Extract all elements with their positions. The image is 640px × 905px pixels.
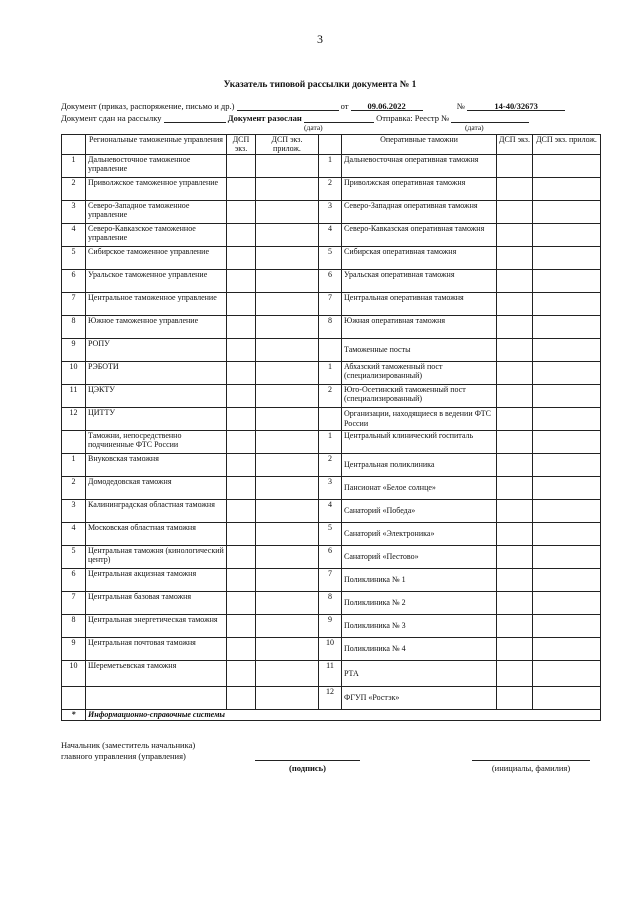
table-row bbox=[62, 614, 601, 637]
table-row bbox=[62, 522, 601, 545]
left-dsp-attach bbox=[256, 637, 319, 660]
left-dsp-attach bbox=[256, 407, 319, 430]
note-text: Информационно-справочные системы bbox=[86, 709, 601, 720]
right-number: 12 bbox=[319, 686, 342, 709]
left-number: 10 bbox=[62, 361, 86, 384]
right-name: Центральная оперативная таможня bbox=[342, 292, 497, 315]
signature-position-line-2: главного управления (управления) bbox=[61, 751, 186, 761]
name-caption: (инициалы, фамилия) bbox=[491, 763, 571, 773]
right-name: Северо-Западная оперативная таможня bbox=[342, 200, 497, 223]
right-name: Таможенные посты bbox=[342, 338, 497, 361]
left-name: ЦЭКТУ bbox=[86, 384, 227, 407]
right-dsp-attach bbox=[533, 545, 601, 568]
right-dsp-copies bbox=[497, 177, 533, 200]
table-row bbox=[62, 200, 601, 223]
right-name: Дальневосточная оперативная таможня bbox=[342, 154, 497, 177]
left-dsp-attach bbox=[256, 200, 319, 223]
left-name: Центральная энергетическая таможня bbox=[86, 614, 227, 637]
left-dsp-attach bbox=[256, 177, 319, 200]
left-name bbox=[86, 686, 227, 709]
left-dsp-copies bbox=[227, 223, 256, 246]
table-row bbox=[62, 246, 601, 269]
right-dsp-attach bbox=[533, 430, 601, 453]
right-number: 8 bbox=[319, 315, 342, 338]
left-number: 7 bbox=[62, 292, 86, 315]
header-operational: Оперативные таможни bbox=[342, 135, 497, 155]
left-dsp-copies bbox=[227, 453, 256, 476]
left-number: 3 bbox=[62, 499, 86, 522]
left-number: 2 bbox=[62, 177, 86, 200]
left-number: 9 bbox=[62, 637, 86, 660]
left-dsp-attach bbox=[256, 453, 319, 476]
left-name: Московская областная таможня bbox=[86, 522, 227, 545]
right-dsp-attach bbox=[533, 522, 601, 545]
right-dsp-attach bbox=[533, 338, 601, 361]
right-dsp-attach bbox=[533, 637, 601, 660]
right-number: 6 bbox=[319, 269, 342, 292]
right-number: 7 bbox=[319, 292, 342, 315]
right-name: Организации, находящиеся в ведении ФТС России bbox=[342, 407, 497, 430]
left-dsp-attach bbox=[256, 223, 319, 246]
right-number: 4 bbox=[319, 223, 342, 246]
right-name: Пансионат «Белое солнце» bbox=[342, 476, 497, 499]
left-dsp-copies bbox=[227, 292, 256, 315]
right-dsp-attach bbox=[533, 292, 601, 315]
right-dsp-copies bbox=[497, 361, 533, 384]
right-name: РТА bbox=[342, 660, 497, 686]
left-dsp-attach bbox=[256, 568, 319, 591]
left-number: 4 bbox=[62, 522, 86, 545]
left-name: Сибирское таможенное управление bbox=[86, 246, 227, 269]
right-number: 2 bbox=[319, 384, 342, 407]
distributed-underline bbox=[304, 113, 374, 123]
left-dsp-attach bbox=[256, 545, 319, 568]
date-caption-2: (дата) bbox=[465, 123, 484, 132]
left-number: 9 bbox=[62, 338, 86, 361]
date-caption-1: (дата) bbox=[304, 123, 323, 132]
left-number: 8 bbox=[62, 315, 86, 338]
right-number: 7 bbox=[319, 568, 342, 591]
doc-number: 14-40/32673 bbox=[467, 101, 565, 111]
doc-date: 09.06.2022 bbox=[351, 101, 423, 111]
table-row bbox=[62, 292, 601, 315]
right-dsp-copies bbox=[497, 660, 533, 686]
left-dsp-attach bbox=[256, 660, 319, 686]
left-name: РОПУ bbox=[86, 338, 227, 361]
right-dsp-attach bbox=[533, 315, 601, 338]
left-dsp-copies bbox=[227, 660, 256, 686]
right-number: 5 bbox=[319, 246, 342, 269]
left-number: 5 bbox=[62, 545, 86, 568]
right-number bbox=[319, 407, 342, 430]
table-row bbox=[62, 686, 601, 709]
left-dsp-copies bbox=[227, 407, 256, 430]
left-name: Таможни, непосредственно подчиненные ФТС России bbox=[86, 430, 227, 453]
name-line bbox=[472, 760, 590, 761]
left-dsp-attach bbox=[256, 499, 319, 522]
right-dsp-copies bbox=[497, 476, 533, 499]
right-dsp-attach bbox=[533, 568, 601, 591]
left-dsp-attach bbox=[256, 614, 319, 637]
right-name: Центральный клинический госпиталь bbox=[342, 430, 497, 453]
from-label: от bbox=[340, 101, 349, 111]
left-name: Домодедовская таможня bbox=[86, 476, 227, 499]
right-dsp-attach bbox=[533, 246, 601, 269]
right-number: 3 bbox=[319, 200, 342, 223]
left-dsp-copies bbox=[227, 499, 256, 522]
left-name: ЦИТТУ bbox=[86, 407, 227, 430]
left-name: Центральная базовая таможня bbox=[86, 591, 227, 614]
left-name: Калининградская областная таможня bbox=[86, 499, 227, 522]
sent-label: Документ сдан на рассылку bbox=[61, 113, 162, 123]
right-dsp-copies bbox=[497, 384, 533, 407]
table-row bbox=[62, 384, 601, 407]
left-dsp-attach bbox=[256, 591, 319, 614]
header-dsp-copies: ДСП экз. bbox=[227, 135, 256, 155]
table-row bbox=[62, 177, 601, 200]
right-name: Абхазский таможенный пост (специализированный) bbox=[342, 361, 497, 384]
left-number: 1 bbox=[62, 453, 86, 476]
left-number: 5 bbox=[62, 246, 86, 269]
left-dsp-copies bbox=[227, 177, 256, 200]
right-dsp-copies bbox=[497, 591, 533, 614]
left-dsp-copies bbox=[227, 154, 256, 177]
page-number: 3 bbox=[317, 32, 323, 46]
right-name: Санаторий «Электроника» bbox=[342, 522, 497, 545]
header-dsp-attach-2: ДСП экз. прилож. bbox=[533, 135, 601, 155]
right-name: Санаторий «Пестово» bbox=[342, 545, 497, 568]
right-dsp-copies bbox=[497, 223, 533, 246]
left-name: Северо-Западное таможенное управление bbox=[86, 200, 227, 223]
right-dsp-attach bbox=[533, 453, 601, 476]
left-number: 7 bbox=[62, 591, 86, 614]
table-row bbox=[62, 154, 601, 177]
header-num-right bbox=[319, 135, 342, 155]
left-dsp-copies bbox=[227, 522, 256, 545]
right-name: Приволжская оперативная таможня bbox=[342, 177, 497, 200]
right-number: 4 bbox=[319, 499, 342, 522]
left-number: 1 bbox=[62, 154, 86, 177]
table-row bbox=[62, 269, 601, 292]
left-dsp-attach bbox=[256, 269, 319, 292]
right-number: 5 bbox=[319, 522, 342, 545]
left-name: Центральная почтовая таможня bbox=[86, 637, 227, 660]
right-dsp-copies bbox=[497, 453, 533, 476]
right-dsp-copies bbox=[497, 315, 533, 338]
right-number: 10 bbox=[319, 637, 342, 660]
left-dsp-copies bbox=[227, 614, 256, 637]
right-dsp-copies bbox=[497, 269, 533, 292]
right-dsp-attach bbox=[533, 361, 601, 384]
right-name: Санаторий «Победа» bbox=[342, 499, 497, 522]
left-number: 12 bbox=[62, 407, 86, 430]
table-row bbox=[62, 430, 601, 453]
meta-line-2 bbox=[61, 113, 529, 123]
note-mark: * bbox=[62, 709, 86, 720]
right-dsp-copies bbox=[497, 686, 533, 709]
left-name: Центральная таможня (кинологический центр) bbox=[86, 545, 227, 568]
left-dsp-copies bbox=[227, 338, 256, 361]
right-dsp-attach bbox=[533, 269, 601, 292]
document-title: Указатель типовой рассылки документа № 1 bbox=[223, 80, 417, 90]
right-name: ФГУП «Ростэк» bbox=[342, 686, 497, 709]
left-number: 6 bbox=[62, 269, 86, 292]
right-number: 3 bbox=[319, 476, 342, 499]
right-dsp-copies bbox=[497, 246, 533, 269]
right-dsp-attach bbox=[533, 200, 601, 223]
signature-caption: (подпись) bbox=[289, 763, 326, 773]
right-number: 1 bbox=[319, 430, 342, 453]
right-number bbox=[319, 338, 342, 361]
right-dsp-copies bbox=[497, 200, 533, 223]
right-name: Северо-Кавказская оперативная таможня bbox=[342, 223, 497, 246]
table-row bbox=[62, 568, 601, 591]
left-number: 8 bbox=[62, 614, 86, 637]
left-name: Северо-Кавказское таможенное управление bbox=[86, 223, 227, 246]
left-dsp-copies bbox=[227, 200, 256, 223]
left-dsp-attach bbox=[256, 154, 319, 177]
left-name: Приволжское таможенное управление bbox=[86, 177, 227, 200]
right-dsp-copies bbox=[497, 338, 533, 361]
right-dsp-attach bbox=[533, 499, 601, 522]
left-dsp-attach bbox=[256, 361, 319, 384]
right-dsp-attach bbox=[533, 686, 601, 709]
table-row bbox=[62, 453, 601, 476]
right-name: Поликлиника № 2 bbox=[342, 591, 497, 614]
right-dsp-copies bbox=[497, 545, 533, 568]
right-dsp-copies bbox=[497, 499, 533, 522]
left-name: Шереметьевская таможня bbox=[86, 660, 227, 686]
header-dsp-copies-2: ДСП экз. bbox=[497, 135, 533, 155]
left-dsp-attach bbox=[256, 522, 319, 545]
right-dsp-attach bbox=[533, 614, 601, 637]
left-dsp-attach bbox=[256, 430, 319, 453]
left-dsp-copies bbox=[227, 361, 256, 384]
distributed-label: Документ разослан bbox=[227, 113, 302, 123]
left-number: 4 bbox=[62, 223, 86, 246]
table-row bbox=[62, 223, 601, 246]
right-number: 1 bbox=[319, 154, 342, 177]
right-dsp-copies bbox=[497, 637, 533, 660]
right-dsp-attach bbox=[533, 177, 601, 200]
right-name: Поликлиника № 4 bbox=[342, 637, 497, 660]
left-name: Центральная акцизная таможня bbox=[86, 568, 227, 591]
right-dsp-copies bbox=[497, 430, 533, 453]
right-dsp-copies bbox=[497, 292, 533, 315]
left-dsp-copies bbox=[227, 315, 256, 338]
left-dsp-attach bbox=[256, 315, 319, 338]
left-number: 10 bbox=[62, 660, 86, 686]
left-name: Внуковская таможня bbox=[86, 453, 227, 476]
left-dsp-copies bbox=[227, 384, 256, 407]
right-number: 11 bbox=[319, 660, 342, 686]
signature-position-line-1: Начальник (заместитель начальника) bbox=[61, 740, 196, 750]
distribution-table bbox=[61, 134, 601, 721]
left-dsp-attach bbox=[256, 338, 319, 361]
left-dsp-attach bbox=[256, 686, 319, 709]
right-number: 6 bbox=[319, 545, 342, 568]
left-dsp-attach bbox=[256, 384, 319, 407]
left-dsp-copies bbox=[227, 430, 256, 453]
left-dsp-copies bbox=[227, 545, 256, 568]
right-dsp-attach bbox=[533, 223, 601, 246]
left-name: Дальневосточное таможенное управление bbox=[86, 154, 227, 177]
table-row bbox=[62, 361, 601, 384]
left-number: 6 bbox=[62, 568, 86, 591]
left-dsp-copies bbox=[227, 476, 256, 499]
left-dsp-copies bbox=[227, 686, 256, 709]
left-number bbox=[62, 686, 86, 709]
table-row bbox=[62, 591, 601, 614]
left-name: Уральское таможенное управление bbox=[86, 269, 227, 292]
table-header-row bbox=[62, 135, 601, 155]
left-number: 3 bbox=[62, 200, 86, 223]
left-dsp-copies bbox=[227, 591, 256, 614]
left-dsp-attach bbox=[256, 292, 319, 315]
number-label: № bbox=[456, 101, 466, 111]
right-name: Центральная поликлиника bbox=[342, 453, 497, 476]
left-number bbox=[62, 430, 86, 453]
right-name: Поликлиника № 3 bbox=[342, 614, 497, 637]
right-name: Поликлиника № 1 bbox=[342, 568, 497, 591]
left-dsp-attach bbox=[256, 476, 319, 499]
left-name: РЭБОТИ bbox=[86, 361, 227, 384]
shipment-label: Отправка: Реестр № bbox=[376, 113, 450, 123]
left-number: 2 bbox=[62, 476, 86, 499]
left-name: Южное таможенное управление bbox=[86, 315, 227, 338]
left-dsp-copies bbox=[227, 568, 256, 591]
right-number: 2 bbox=[319, 453, 342, 476]
right-dsp-copies bbox=[497, 154, 533, 177]
right-number: 2 bbox=[319, 177, 342, 200]
meta-line-1 bbox=[61, 101, 565, 111]
doc-underline bbox=[237, 101, 339, 111]
left-dsp-copies bbox=[227, 246, 256, 269]
right-dsp-attach bbox=[533, 660, 601, 686]
table-row bbox=[62, 338, 601, 361]
right-name: Южная оперативная таможня bbox=[342, 315, 497, 338]
left-dsp-copies bbox=[227, 269, 256, 292]
right-dsp-attach bbox=[533, 591, 601, 614]
right-dsp-attach bbox=[533, 154, 601, 177]
right-name: Сибирская оперативная таможня bbox=[342, 246, 497, 269]
right-number: 1 bbox=[319, 361, 342, 384]
shipment-underline bbox=[451, 113, 529, 123]
table-row bbox=[62, 637, 601, 660]
right-dsp-attach bbox=[533, 407, 601, 430]
header-num-left bbox=[62, 135, 86, 155]
note-row bbox=[62, 709, 601, 720]
left-number: 11 bbox=[62, 384, 86, 407]
table-row bbox=[62, 545, 601, 568]
right-number: 8 bbox=[319, 591, 342, 614]
left-dsp-attach bbox=[256, 246, 319, 269]
header-dsp-attach: ДСП экз. прилож. bbox=[256, 135, 319, 155]
header-regional: Региональные таможенные управления bbox=[86, 135, 227, 155]
table-row bbox=[62, 407, 601, 430]
right-dsp-attach bbox=[533, 384, 601, 407]
signature-line bbox=[255, 760, 360, 761]
table-row bbox=[62, 660, 601, 686]
left-dsp-copies bbox=[227, 637, 256, 660]
left-name: Центральное таможенное управление bbox=[86, 292, 227, 315]
table-row bbox=[62, 315, 601, 338]
right-dsp-copies bbox=[497, 522, 533, 545]
right-number: 9 bbox=[319, 614, 342, 637]
table-row bbox=[62, 499, 601, 522]
right-dsp-copies bbox=[497, 614, 533, 637]
right-dsp-copies bbox=[497, 407, 533, 430]
right-name: Уральская оперативная таможня bbox=[342, 269, 497, 292]
sent-underline bbox=[164, 113, 226, 123]
right-dsp-attach bbox=[533, 476, 601, 499]
table-row bbox=[62, 476, 601, 499]
right-name: Юго-Осетинский таможенный пост (специализированный) bbox=[342, 384, 497, 407]
right-dsp-copies bbox=[497, 568, 533, 591]
doc-label: Документ (приказ, распоряжение, письмо и др.) bbox=[61, 101, 235, 111]
